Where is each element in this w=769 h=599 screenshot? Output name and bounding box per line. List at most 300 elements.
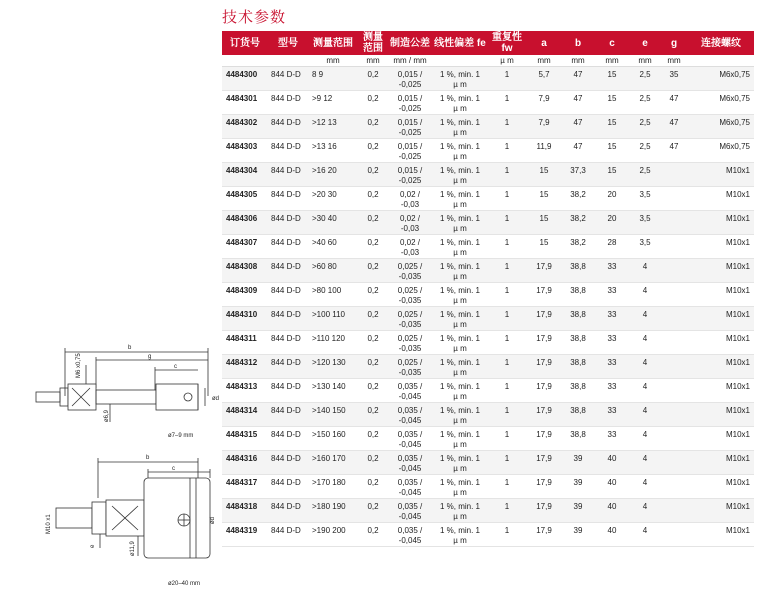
cell-tol-line1: 0,035 / (397, 430, 423, 439)
cell-range: >140 150 (308, 403, 358, 427)
cell-range2: 0,2 (358, 91, 388, 115)
cell-tol-line2: -0,03 (400, 200, 420, 209)
cell-tol-line1: 0,025 / (397, 358, 423, 367)
cell-a: 17,9 (526, 331, 562, 355)
cell-c: 15 (594, 163, 630, 187)
unit-cell: mm (594, 55, 630, 67)
column-header: c (594, 31, 630, 55)
cell-a: 17,9 (526, 475, 562, 499)
cell-a: 17,9 (526, 451, 562, 475)
cell-conn: M6x0,75 (688, 139, 754, 163)
column-header: 重复性 fw (488, 31, 526, 55)
cell-tol-line1: 0,025 / (397, 262, 423, 271)
cell-tol-line2: -0,045 (398, 512, 422, 521)
cell-order: 4484317 (222, 475, 268, 499)
table-row (222, 187, 754, 211)
cell-range: >30 40 (308, 211, 358, 235)
cell-lin (432, 403, 488, 427)
gauge-drawing-small (36, 348, 208, 422)
cell-e: 3,5 (630, 235, 660, 259)
cell-a: 15 (526, 235, 562, 259)
cell-lin-line1: 1 %, min. 1 (439, 454, 480, 463)
cell-range: >13 16 (308, 139, 358, 163)
cell-range2: 0,2 (358, 139, 388, 163)
cell-tol (388, 475, 432, 499)
cell-lin-line1: 1 %, min. 1 (439, 142, 480, 151)
cell-lin-line2: µ m (453, 272, 467, 281)
cell-tol-line1: 0,025 / (397, 310, 423, 319)
cell-rep: 1 (488, 331, 526, 355)
table-row (222, 211, 754, 235)
cell-e: 4 (630, 379, 660, 403)
cell-lin-line1: 1 %, min. 1 (439, 118, 480, 127)
cell-order: 4484313 (222, 379, 268, 403)
table-row (222, 451, 754, 475)
cell-order: 4484308 (222, 259, 268, 283)
cell-tol (388, 163, 432, 187)
cell-a: 17,9 (526, 403, 562, 427)
cell-c: 20 (594, 187, 630, 211)
cell-g (660, 427, 688, 451)
cell-c: 33 (594, 283, 630, 307)
cell-tol-line1: 0,015 / (397, 118, 423, 127)
column-header: 订货号 (222, 31, 268, 55)
cell-model: 844 D-D (268, 499, 308, 523)
cell-g (660, 451, 688, 475)
cell-lin-line1: 1 %, min. 1 (439, 166, 480, 175)
dim-b2-label: b (146, 455, 150, 461)
cell-rep: 1 (488, 499, 526, 523)
cell-conn: M10x1 (688, 403, 754, 427)
cell-g (660, 211, 688, 235)
cell-tol (388, 331, 432, 355)
cell-e: 3,5 (630, 187, 660, 211)
cell-range2: 0,2 (358, 403, 388, 427)
cell-c: 33 (594, 355, 630, 379)
cell-order: 4484307 (222, 235, 268, 259)
cell-a: 17,9 (526, 427, 562, 451)
table-row (222, 67, 754, 91)
cell-rep: 1 (488, 307, 526, 331)
cell-b: 47 (562, 115, 594, 139)
cell-e: 4 (630, 523, 660, 547)
cell-b: 38,2 (562, 235, 594, 259)
cell-lin (432, 499, 488, 523)
cell-conn: M10x1 (688, 307, 754, 331)
cell-a: 15 (526, 211, 562, 235)
dim-c2-label: c (172, 466, 175, 472)
cell-range2: 0,2 (358, 211, 388, 235)
cell-tol-line2: -0,035 (398, 296, 422, 305)
cell-lin-line2: µ m (453, 536, 467, 545)
cell-b: 39 (562, 499, 594, 523)
table-row (222, 139, 754, 163)
cell-rep: 1 (488, 91, 526, 115)
cell-model: 844 D-D (268, 115, 308, 139)
cell-tol-line1: 0,015 / (397, 94, 423, 103)
cell-tol-line1: 0,02 / (399, 238, 420, 247)
cell-order: 4484303 (222, 139, 268, 163)
cell-tol-line2: -0,025 (398, 176, 422, 185)
cell-tol (388, 235, 432, 259)
cell-tol-line1: 0,035 / (397, 478, 423, 487)
column-header: 测量范围 (308, 31, 358, 55)
cell-range2: 0,2 (358, 115, 388, 139)
cell-lin-line1: 1 %, min. 1 (439, 502, 480, 511)
column-header: g (660, 31, 688, 55)
cell-order: 4484315 (222, 427, 268, 451)
cell-e: 2,5 (630, 139, 660, 163)
cell-rep: 1 (488, 259, 526, 283)
cell-rep: 1 (488, 163, 526, 187)
cell-range: >16 20 (308, 163, 358, 187)
cell-range2: 0,2 (358, 187, 388, 211)
cell-lin-line2: µ m (453, 344, 467, 353)
cell-conn: M10x1 (688, 451, 754, 475)
cell-b: 38,8 (562, 331, 594, 355)
cell-b: 38,8 (562, 379, 594, 403)
cell-tol-line1: 0,035 / (397, 454, 423, 463)
dim-c-label: c (174, 364, 177, 370)
unit-cell: mm (358, 55, 388, 67)
cell-b: 47 (562, 139, 594, 163)
dim-d3-label: ød (210, 516, 216, 524)
cell-lin-line2: µ m (453, 512, 467, 521)
cell-tol-line2: -0,045 (398, 416, 422, 425)
cell-rep: 1 (488, 235, 526, 259)
cell-g (660, 379, 688, 403)
cell-lin-line1: 1 %, min. 1 (439, 262, 480, 271)
cell-rep: 1 (488, 283, 526, 307)
cell-g: 47 (660, 139, 688, 163)
units-row (222, 55, 754, 67)
cell-lin-line2: µ m (453, 248, 467, 257)
cell-model: 844 D-D (268, 523, 308, 547)
cell-lin (432, 307, 488, 331)
cell-lin (432, 451, 488, 475)
cell-a: 15 (526, 187, 562, 211)
cell-lin (432, 139, 488, 163)
cell-model: 844 D-D (268, 427, 308, 451)
cell-tol-line2: -0,025 (398, 104, 422, 113)
cell-model: 844 D-D (268, 163, 308, 187)
cell-range: >110 120 (308, 331, 358, 355)
cell-c: 40 (594, 451, 630, 475)
cell-range2: 0,2 (358, 451, 388, 475)
cell-rep: 1 (488, 211, 526, 235)
cell-c: 33 (594, 379, 630, 403)
cell-tol-line2: -0,035 (398, 320, 422, 329)
cell-e: 2,5 (630, 91, 660, 115)
cell-lin (432, 235, 488, 259)
cell-model: 844 D-D (268, 307, 308, 331)
unit-cell: µ m (488, 55, 526, 67)
cell-lin-line2: µ m (453, 368, 467, 377)
cell-e: 4 (630, 451, 660, 475)
cell-g (660, 523, 688, 547)
cell-conn: M10x1 (688, 499, 754, 523)
cell-c: 40 (594, 475, 630, 499)
cell-lin (432, 475, 488, 499)
cell-lin-line1: 1 %, min. 1 (439, 310, 480, 319)
cell-lin-line1: 1 %, min. 1 (439, 406, 480, 415)
cell-conn: M10x1 (688, 427, 754, 451)
cell-b: 38,8 (562, 259, 594, 283)
cell-b: 39 (562, 523, 594, 547)
dim-d-label: ød (212, 396, 220, 402)
cell-conn: M10x1 (688, 475, 754, 499)
cell-c: 33 (594, 307, 630, 331)
cell-lin-line2: µ m (453, 440, 467, 449)
cell-g: 35 (660, 67, 688, 91)
cell-lin (432, 259, 488, 283)
cell-order: 4484301 (222, 91, 268, 115)
cell-lin-line2: µ m (453, 464, 467, 473)
cell-conn: M10x1 (688, 379, 754, 403)
cell-tol (388, 403, 432, 427)
table-row (222, 499, 754, 523)
cell-g (660, 355, 688, 379)
spec-table (222, 31, 754, 547)
cell-tol (388, 139, 432, 163)
table-row (222, 115, 754, 139)
cell-e: 4 (630, 283, 660, 307)
cell-lin-line2: µ m (453, 320, 467, 329)
cell-range: >20 30 (308, 187, 358, 211)
cell-tol-line2: -0,045 (398, 536, 422, 545)
table-row (222, 259, 754, 283)
cell-g (660, 235, 688, 259)
cell-lin (432, 211, 488, 235)
cell-c: 33 (594, 331, 630, 355)
unit-cell: mm (630, 55, 660, 67)
cell-c: 33 (594, 403, 630, 427)
table-row (222, 307, 754, 331)
cell-model: 844 D-D (268, 139, 308, 163)
cell-lin-line2: µ m (453, 152, 467, 161)
cell-range2: 0,2 (358, 355, 388, 379)
cell-conn: M10x1 (688, 235, 754, 259)
cell-order: 4484304 (222, 163, 268, 187)
cell-order: 4484309 (222, 283, 268, 307)
cell-lin (432, 67, 488, 91)
cell-model: 844 D-D (268, 67, 308, 91)
cell-e: 2,5 (630, 67, 660, 91)
cell-rep: 1 (488, 475, 526, 499)
page-title: 技术参数 (222, 9, 287, 26)
cell-range: >80 100 (308, 283, 358, 307)
cell-range: >12 13 (308, 115, 358, 139)
cell-range2: 0,2 (358, 307, 388, 331)
cell-rep: 1 (488, 67, 526, 91)
cell-order: 4484319 (222, 523, 268, 547)
cell-g (660, 475, 688, 499)
cell-lin-line1: 1 %, min. 1 (439, 238, 480, 247)
cell-lin-line2: µ m (453, 296, 467, 305)
cell-tol (388, 283, 432, 307)
cell-order: 4484302 (222, 115, 268, 139)
cell-a: 11,9 (526, 139, 562, 163)
cell-lin-line2: µ m (453, 128, 467, 137)
cell-range: 8 9 (308, 67, 358, 91)
cell-rep: 1 (488, 523, 526, 547)
cell-b: 38,8 (562, 427, 594, 451)
cell-e: 4 (630, 475, 660, 499)
cell-rep: 1 (488, 403, 526, 427)
cell-tol-line1: 0,025 / (397, 286, 423, 295)
cell-conn: M6x0,75 (688, 91, 754, 115)
cell-g (660, 283, 688, 307)
unit-cell: mm / mm (388, 55, 432, 67)
cell-conn: M10x1 (688, 331, 754, 355)
cell-rep: 1 (488, 115, 526, 139)
cell-range: >170 180 (308, 475, 358, 499)
cell-lin-line1: 1 %, min. 1 (439, 334, 480, 343)
cell-g (660, 163, 688, 187)
unit-cell (432, 55, 488, 67)
cell-tol (388, 259, 432, 283)
cell-tol (388, 307, 432, 331)
unit-cell: mm (526, 55, 562, 67)
cell-g (660, 403, 688, 427)
cell-range2: 0,2 (358, 331, 388, 355)
cell-lin-line2: µ m (453, 80, 467, 89)
column-header: 线性偏差 fe (432, 31, 488, 55)
cell-tol-line1: 0,035 / (397, 502, 423, 511)
table-row (222, 523, 754, 547)
cell-e: 4 (630, 259, 660, 283)
cell-conn: M10x1 (688, 211, 754, 235)
cell-model: 844 D-D (268, 475, 308, 499)
cell-e: 4 (630, 307, 660, 331)
cell-tol-line1: 0,015 / (397, 166, 423, 175)
cell-lin (432, 187, 488, 211)
cell-tol (388, 91, 432, 115)
cell-lin-line2: µ m (453, 176, 467, 185)
cell-b: 39 (562, 475, 594, 499)
cell-tol-line2: -0,025 (398, 80, 422, 89)
cell-e: 2,5 (630, 163, 660, 187)
cell-range2: 0,2 (358, 523, 388, 547)
table-row (222, 91, 754, 115)
cell-model: 844 D-D (268, 259, 308, 283)
cell-lin (432, 523, 488, 547)
column-header: 制造公差 (388, 31, 432, 55)
cell-e: 4 (630, 331, 660, 355)
drawing2-caption: ø20–40 mm (168, 581, 201, 587)
cell-rep: 1 (488, 355, 526, 379)
cell-a: 15 (526, 163, 562, 187)
cell-lin (432, 355, 488, 379)
cell-range: >120 130 (308, 355, 358, 379)
cell-range: >40 60 (308, 235, 358, 259)
cell-model: 844 D-D (268, 355, 308, 379)
cell-tol-line1: 0,02 / (399, 190, 420, 199)
table-row (222, 331, 754, 355)
cell-tol (388, 187, 432, 211)
cell-a: 7,9 (526, 115, 562, 139)
cell-c: 33 (594, 427, 630, 451)
column-header: 测量范围 (358, 31, 388, 55)
cell-e: 4 (630, 355, 660, 379)
cell-model: 844 D-D (268, 187, 308, 211)
cell-range2: 0,2 (358, 259, 388, 283)
cell-tol-line2: -0,025 (398, 152, 422, 161)
cell-lin (432, 91, 488, 115)
cell-tol-line1: 0,015 / (397, 142, 423, 151)
cell-range: >9 12 (308, 91, 358, 115)
unit-cell: mm (308, 55, 358, 67)
cell-c: 40 (594, 499, 630, 523)
cell-conn: M10x1 (688, 163, 754, 187)
cell-tol-line2: -0,035 (398, 272, 422, 281)
cell-order: 4484312 (222, 355, 268, 379)
cell-tol-line1: 0,035 / (397, 382, 423, 391)
cell-c: 15 (594, 115, 630, 139)
cell-b: 38,8 (562, 355, 594, 379)
cell-a: 17,9 (526, 307, 562, 331)
cell-lin-line1: 1 %, min. 1 (439, 430, 480, 439)
cell-tol-line2: -0,045 (398, 440, 422, 449)
column-header: 型号 (268, 31, 308, 55)
cell-lin-line2: µ m (453, 104, 467, 113)
column-header: 连接螺纹 (688, 31, 754, 55)
cell-c: 15 (594, 91, 630, 115)
cell-e: 3,5 (630, 211, 660, 235)
cell-tol-line2: -0,03 (400, 224, 420, 233)
cell-g: 47 (660, 115, 688, 139)
cell-lin (432, 283, 488, 307)
cell-tol (388, 115, 432, 139)
cell-b: 47 (562, 91, 594, 115)
cell-rep: 1 (488, 427, 526, 451)
cell-order: 4484310 (222, 307, 268, 331)
cell-g (660, 259, 688, 283)
cell-tol (388, 427, 432, 451)
cell-e: 4 (630, 499, 660, 523)
cell-range2: 0,2 (358, 499, 388, 523)
cell-b: 38,8 (562, 307, 594, 331)
cell-lin-line1: 1 %, min. 1 (439, 214, 480, 223)
unit-cell: mm (660, 55, 688, 67)
cell-tol-line1: 0,015 / (397, 70, 423, 79)
cell-a: 17,9 (526, 355, 562, 379)
cell-g (660, 307, 688, 331)
unit-cell: mm (562, 55, 594, 67)
cell-order: 4484311 (222, 331, 268, 355)
cell-model: 844 D-D (268, 451, 308, 475)
cell-conn: M10x1 (688, 523, 754, 547)
cell-tol (388, 523, 432, 547)
cell-conn: M10x1 (688, 283, 754, 307)
cell-rep: 1 (488, 379, 526, 403)
cell-order: 4484306 (222, 211, 268, 235)
cell-tol-line2: -0,045 (398, 488, 422, 497)
cell-lin-line2: µ m (453, 224, 467, 233)
column-header: a (526, 31, 562, 55)
cell-lin-line1: 1 %, min. 1 (439, 70, 480, 79)
cell-order: 4484305 (222, 187, 268, 211)
cell-tol (388, 499, 432, 523)
table-row (222, 283, 754, 307)
cell-c: 20 (594, 211, 630, 235)
cell-order: 4484314 (222, 403, 268, 427)
cell-tol-line2: -0,045 (398, 464, 422, 473)
cell-tol-line1: 0,035 / (397, 526, 423, 535)
cell-conn: M10x1 (688, 187, 754, 211)
cell-g (660, 499, 688, 523)
cell-lin-line2: µ m (453, 392, 467, 401)
